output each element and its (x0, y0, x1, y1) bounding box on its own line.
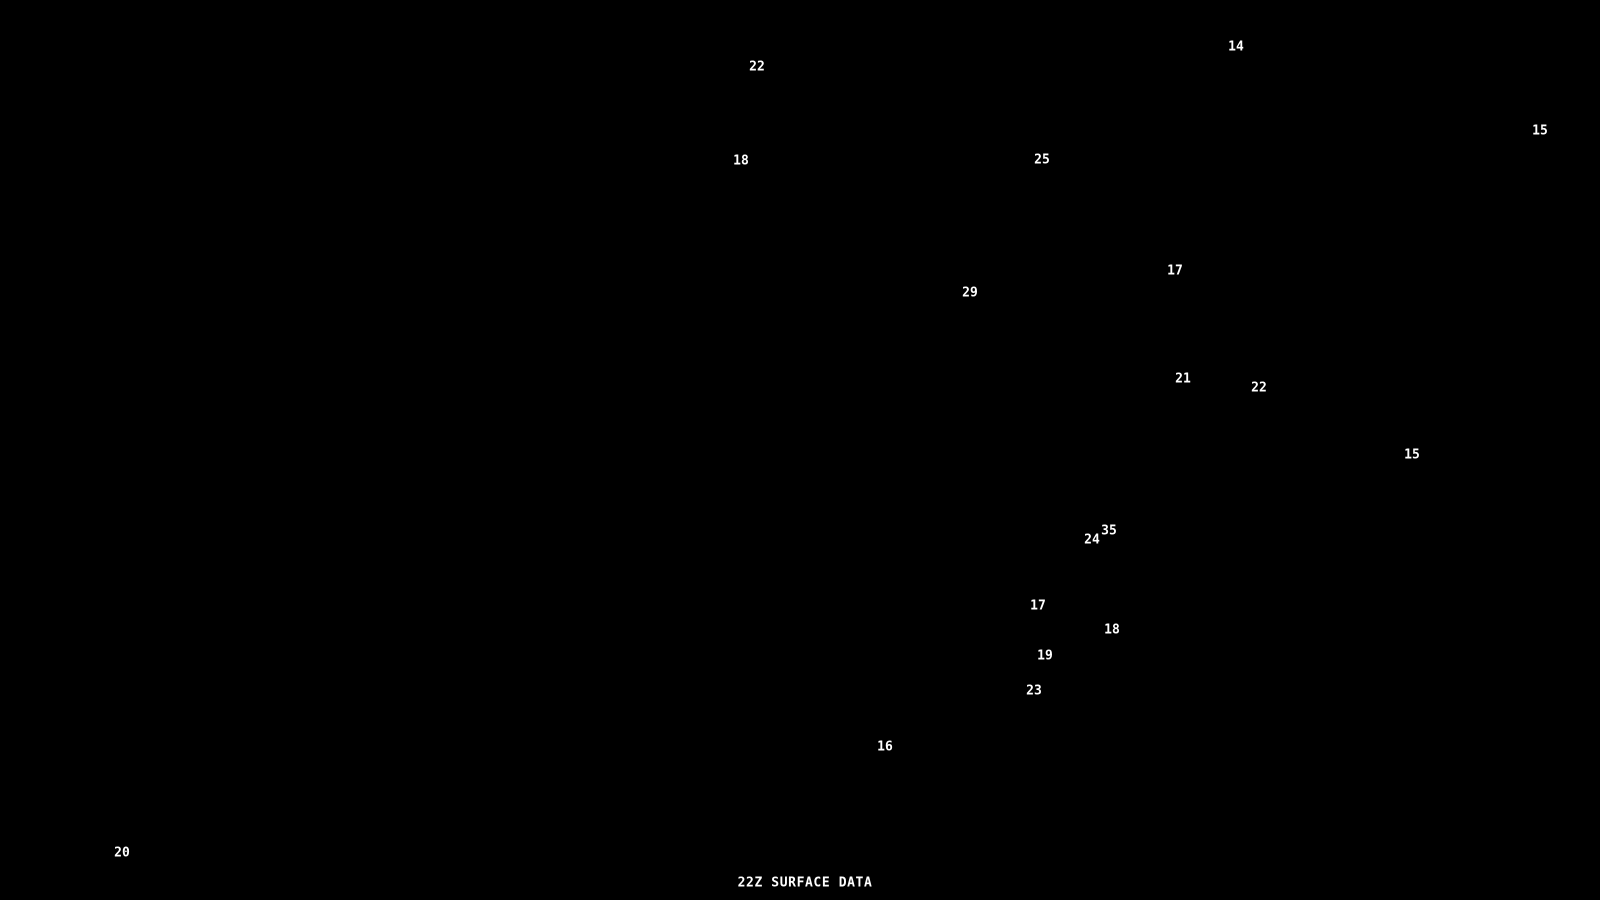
station-temperature-label: 22 (1251, 380, 1267, 396)
station-temperature-label: 22 (749, 59, 765, 75)
station-temperature-label: 25 (1034, 152, 1050, 168)
station-temperature-label: 18 (1104, 622, 1120, 638)
station-temperature-label: 29 (962, 285, 978, 301)
station-temperature-label: 15 (1404, 447, 1420, 463)
station-temperature-label: 17 (1030, 598, 1046, 614)
station-temperature-label: 21 (1175, 371, 1191, 387)
station-temperature-label: 18 (733, 153, 749, 169)
station-temperature-label: 14 (1228, 39, 1244, 55)
plot-title: 22Z SURFACE DATA (737, 875, 873, 891)
station-temperature-label: 17 (1167, 263, 1183, 279)
station-temperature-label: 23 (1026, 683, 1042, 699)
station-temperature-label: 19 (1037, 648, 1053, 664)
station-temperature-label: 16 (877, 739, 893, 755)
station-temperature-label: 20 (114, 845, 130, 861)
station-temperature-label: 35 (1101, 523, 1117, 539)
station-temperature-label: 15 (1532, 123, 1548, 139)
station-temperature-label: 24 (1084, 532, 1100, 548)
